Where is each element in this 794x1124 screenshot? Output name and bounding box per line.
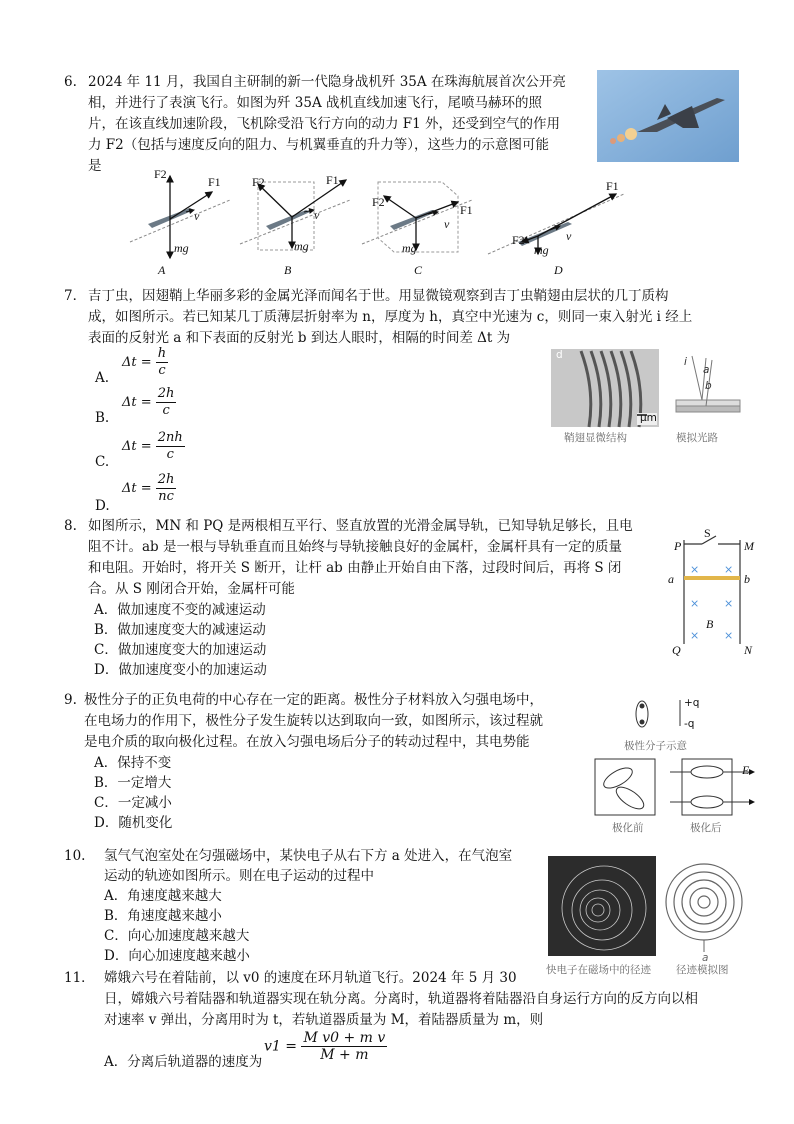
- q9-line-2: 在电场力的作用下，极性分子发生旋转以达到取向一致，如图所示，该过程就: [84, 713, 543, 729]
- q6-a-f2: F2: [154, 167, 167, 181]
- q7-choice-a: A.: [95, 370, 110, 386]
- q6-a-v: v: [194, 209, 200, 223]
- q8-label-m: M: [744, 539, 754, 553]
- q7-formula-a: [122, 346, 168, 379]
- q6-option-c: C: [414, 263, 423, 277]
- q11-line-2: 日，嫦娥六号着陆器和轨道器实现在轨分离。分离时，轨道器将着陆器沿自身运行方向的反方向以相: [104, 991, 698, 1007]
- q11-number: 11．: [64, 970, 95, 986]
- q10-point-a: a: [702, 952, 709, 964]
- q7-formula-d-lhs: Δt =: [122, 481, 152, 496]
- q8-option-b: B．做加速度变大的减速运动: [94, 622, 266, 638]
- q6-c-v: v: [444, 217, 450, 231]
- q6-option-d: D: [554, 263, 563, 277]
- q9-option-c: C．一定减小: [94, 795, 172, 811]
- q7-choice-d: D.: [95, 498, 110, 514]
- q11-formula-lhs: v1 =: [264, 1038, 297, 1055]
- q6-b-mg: mg: [294, 239, 309, 253]
- q9-option-b: B．一定增大: [94, 775, 172, 791]
- q6-line-4: 力 F2（包括与速度反向的阻力、与机翼垂直的升力等），这些力的示意图可能: [88, 137, 549, 153]
- q11-formula-num: M v0 + m v: [303, 1030, 386, 1046]
- q7-line-3: 表面的反射光 a 和下表面的反射光 b 到达人眼时，相隔的时间差 Δt 为: [88, 330, 511, 346]
- q6-line-1: 2024 年 11 月，我国自主研制的新一代隐身战机歼 35A 在珠海航展首次公开亮: [88, 74, 566, 90]
- q8-label-s: S: [704, 526, 711, 540]
- q7-caption-1: 鞘翅显微结构: [564, 432, 627, 444]
- q8-field-x5: ×: [690, 629, 700, 642]
- q10-line-2: 运动的轨迹如图所示。则在电子运动的过程中: [104, 868, 374, 884]
- q8-line-4: 合。从 S 刚闭合开始，金属杆可能: [88, 581, 295, 597]
- q9-before-box: [594, 758, 656, 816]
- q7-formula-a-den: c: [158, 363, 166, 378]
- q6-line-5: 是: [88, 158, 102, 174]
- q7-formula-c-den: c: [166, 447, 174, 462]
- q11-formula-den: M + m: [320, 1047, 369, 1063]
- q9-option-a: A．保持不变: [94, 755, 172, 771]
- q7-scale-label: μm: [640, 412, 657, 424]
- q9-number: 9.: [64, 692, 77, 708]
- q7-formula-c: [122, 430, 185, 463]
- q8-label-a: a: [668, 572, 674, 586]
- q7-choice-c: C.: [95, 454, 110, 470]
- q6-b-f1: F1: [326, 173, 339, 187]
- q8-field-x1: ×: [690, 563, 700, 576]
- q8-number: 8.: [64, 518, 77, 534]
- q7-formula-b: [122, 386, 176, 419]
- q8-label-field-b: B: [706, 617, 714, 631]
- q7-ray-a: a: [703, 364, 710, 376]
- q7-formula-d-num: 2h: [157, 472, 175, 487]
- q6-b-f2: F2: [252, 175, 265, 189]
- q9-charge-plus: +q: [684, 697, 700, 709]
- q10-option-b: B．角速度越来越小: [104, 908, 222, 924]
- q9-caption-2: 极化前: [612, 822, 644, 834]
- q7-formula-c-num: 2nh: [157, 430, 183, 445]
- q6-diagram-c: [362, 172, 472, 262]
- q7-formula-a-lhs: Δt =: [122, 355, 152, 370]
- q10-option-c: C．向心加速度越来越大: [104, 928, 250, 944]
- q8-field-x6: ×: [724, 629, 734, 642]
- q9-option-d: D．随机变化: [94, 815, 173, 831]
- q6-number: 6.: [64, 74, 77, 90]
- q10-caption-2: 径迹模拟图: [676, 964, 729, 976]
- q10-line-1: 氢气气泡室处在匀强磁场中，某快电子从右下方 a 处进入，在气泡室: [104, 848, 513, 864]
- q8-option-a: A．做加速度不变的减速运动: [94, 602, 266, 618]
- q7-formula-a-num: h: [157, 346, 167, 361]
- q10-number: 10.: [64, 848, 86, 864]
- q10-option-a: A．角速度越来越大: [104, 888, 222, 904]
- q7-ray-i: i: [684, 356, 687, 368]
- q8-label-q: Q: [672, 643, 681, 657]
- q7-line-2: 成，如图所示。若已知某几丁质薄层折射率为 n，厚度为 h，真空中光速为 c，则同一束入射光 i 经上: [88, 309, 693, 325]
- q6-d-mg: mg: [534, 243, 549, 257]
- q8-label-p: P: [674, 539, 682, 553]
- q6-c-mg: mg: [402, 241, 417, 255]
- q9-charge-minus: -q: [684, 718, 695, 730]
- q11-line-1: 嫦娥六号在着陆前，以 v0 的速度在环月轨道飞行。2024 年 5 月 30: [104, 970, 517, 986]
- q11-formula: [264, 1030, 387, 1063]
- q10-spiral-diagram: [660, 856, 748, 956]
- q8-line-3: 和电阻。开始时，将开关 S 断开，让杆 ab 由静止开始自由下落，过段时间后，再将 S 闭: [88, 560, 622, 576]
- q8-label-b: b: [744, 572, 750, 586]
- q7-line-1: 吉丁虫，因翅鞘上华丽多彩的金属光泽而闻名于世。用显微镜观察到吉丁虫鞘翅由层状的几丁质构: [88, 288, 669, 304]
- q7-number: 7．: [64, 288, 87, 304]
- q7-panel-letter: d: [556, 349, 563, 361]
- q11-line-3: 对速率 v 弹出，分离用时为 t，若轨道器质量为 M，着陆器质量为 m，则: [104, 1012, 544, 1028]
- q8-label-n: N: [744, 643, 753, 657]
- q7-formula-b-num: 2h: [157, 386, 175, 401]
- q6-c-f2: F2: [372, 195, 385, 209]
- q8-line-1: 如图所示，MN 和 PQ 是两根相互平行、竖直放置的光滑金属导轨，已知导轨足够长，且电: [88, 518, 633, 534]
- q10-caption-1: 快电子在磁场中的径迹: [546, 964, 651, 976]
- q6-b-v: v: [314, 208, 320, 222]
- q9-line-3: 是电介质的取向极化过程。在放入匀强电场后分子的转动过程中，其电势能: [84, 734, 530, 750]
- q8-option-d: D．做加速度变小的加速运动: [94, 662, 267, 678]
- q9-caption-1: 极性分子示意: [624, 740, 687, 752]
- q6-d-f1: F1: [606, 179, 619, 193]
- q8-field-x4: ×: [724, 597, 734, 610]
- q6-d-f2: F2: [512, 233, 525, 247]
- jet-photo: [597, 70, 739, 162]
- q11-option-a: A．分离后轨道器的速度为: [104, 1054, 263, 1070]
- q6-option-b: B: [284, 263, 292, 277]
- q7-formula-c-lhs: Δt =: [122, 439, 152, 454]
- q9-caption-3: 极化后: [690, 822, 722, 834]
- q8-field-x3: ×: [690, 597, 700, 610]
- q10-bubble-photo: [548, 856, 656, 956]
- q6-line-3: 片，在该直线加速阶段，飞机除受沿飞行方向的动力 F1 外，还受到空气的作用: [88, 116, 561, 132]
- q8-line-2: 阻不计。ab 是一根与导轨垂直而且始终与导轨接触良好的金属杆，金属杆具有一定的质量: [88, 539, 622, 555]
- q7-choice-b: B.: [95, 410, 110, 426]
- q8-field-x2: ×: [724, 563, 734, 576]
- q9-line-1: 极性分子的正负电荷的中心存在一定的距离。极性分子材料放入匀强电场中，: [84, 692, 543, 708]
- q6-a-f1: F1: [208, 175, 221, 189]
- q7-formula-d: [122, 472, 176, 505]
- q6-d-v: v: [566, 229, 572, 243]
- q8-option-c: C．做加速度变大的加速运动: [94, 642, 267, 658]
- q9-polar-molecule: [630, 696, 690, 732]
- q6-line-2: 相，并进行了表演飞行。如图为歼 35A 战机直线加速飞行，尾喷马赫环的照: [88, 95, 543, 111]
- q9-field-e: E: [742, 763, 750, 777]
- q7-formula-d-den: nc: [158, 489, 174, 504]
- q7-formula-b-den: c: [162, 403, 170, 418]
- q7-formula-b-lhs: Δt =: [122, 395, 152, 410]
- q6-a-mg: mg: [174, 241, 189, 255]
- q6-option-a: A: [158, 263, 166, 277]
- q7-ray-b: b: [705, 380, 712, 392]
- q6-c-f1: F1: [460, 203, 473, 217]
- q7-caption-2: 模拟光路: [676, 432, 718, 444]
- q10-option-d: D．向心加速度越来越小: [104, 948, 250, 964]
